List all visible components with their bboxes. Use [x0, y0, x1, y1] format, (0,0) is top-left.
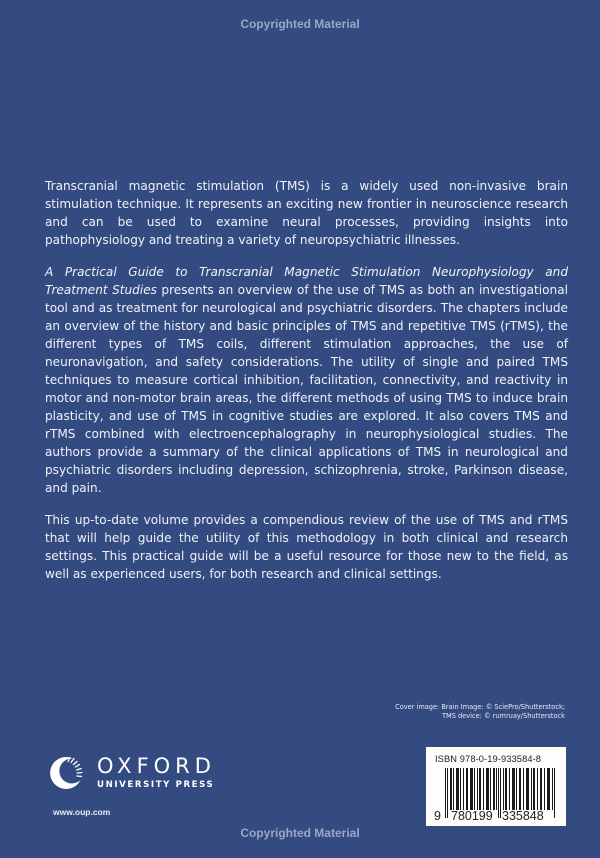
publisher-url[interactable]: www.oup.com [53, 807, 111, 817]
book-title: A Practical Guide to Transcranial Magnetic Stimulation Neurophysiology and Treatment Studies [45, 265, 568, 297]
oup-crescent-logo-icon [46, 753, 86, 793]
isbn-label: ISBN 978-0-19-933584-8 [435, 754, 542, 764]
publisher-name-press: UNIVERSITY PRESS [97, 780, 215, 790]
blurb-paragraph-1: Transcranial magnetic stimulation (TMS) is a widely used non-invasive brain stimulation technique. It represents an exciting new frontier in neuroscience research and can be used to examine neural processes, providing insights into pathophysiology and treating a variety of neuropsychiatric illnesses. [45, 179, 568, 247]
image-credits [395, 703, 565, 721]
publisher-logo [46, 753, 216, 793]
barcode-digits-right: 335848 [501, 810, 554, 822]
barcode-digit-first: 9 [434, 809, 441, 823]
credit-line-1: Cover image: Brain Image: © SciePro/Shutterstock; [395, 703, 565, 711]
barcode-digits-left: 780199 [450, 810, 497, 822]
publisher-name-oxford: OXFORD [97, 754, 216, 778]
blurb-paragraph-2 [45, 263, 568, 497]
publisher-wordmark [97, 755, 216, 791]
copyright-watermark-bottom: Copyrighted Material [240, 826, 360, 840]
back-cover-blurb [45, 177, 568, 597]
isbn-barcode [426, 747, 566, 826]
blurb-paragraph-3: This up-to-date volume provides a compendious review of the use of TMS and rTMS that will help guide the utility of this methodology in both clinical and research settings. This practical guide will be a useful resource for those new to the field, as well as experienced users, for both research and clinical settings. [45, 513, 568, 581]
credit-line-2: TMS device: © rumruay/Shutterstock [441, 712, 565, 720]
copyright-watermark-top: Copyrighted Material [240, 17, 360, 31]
blurb-paragraph-2-body: presents an overview of the use of TMS as both an investigational tool and as treatment for neurological and psychiatric disorders. The chapters include an overview of the history and basic principles of TMS and repetitive TMS (rTMS), the different types of TMS coils, different stimulation approaches, the use of neuronavigation, and safety considerations. The utility of single and paired TMS techniques to measure cortical inhibition, facilitation, connectivity, and reactivity in motor and non-motor brain areas, the different methods of using TMS to induce brain plasticity, and use of TMS in cognitive studies are explored. It also covers TMS and rTMS combined with electroencephalography in neurophysiological studies. The authors provide a summary of the clinical applications of TMS in neurological and psychiatric disorders including depression, schizophrenia, stroke, Parkinson disease, and pain. [45, 283, 568, 495]
